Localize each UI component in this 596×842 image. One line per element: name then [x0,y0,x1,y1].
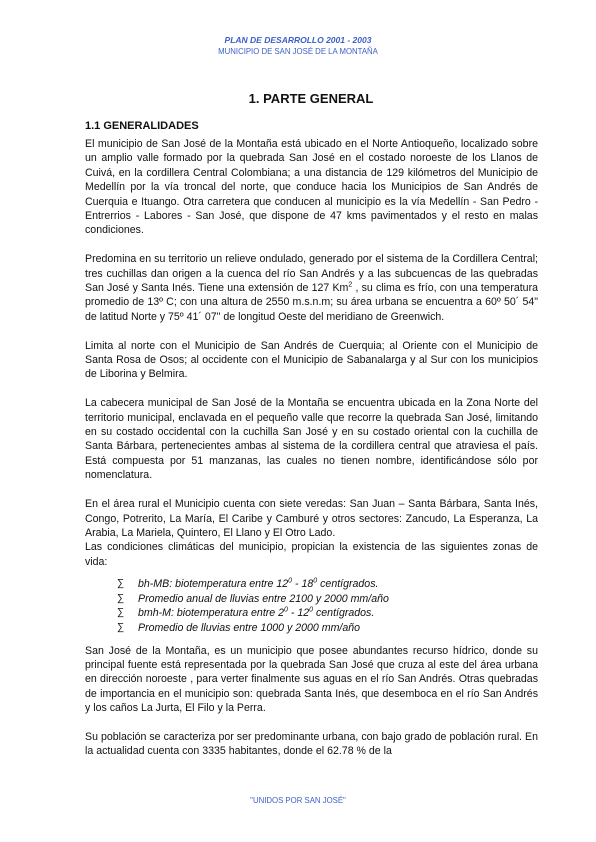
bullet-text: bh-MB: biotemperatura entre 12 [138,578,289,591]
bullet-text: - 18 [292,578,314,591]
list-item [117,577,538,592]
degree-sup: 0 [284,606,288,614]
paragraph-relief [85,252,538,324]
document-body [85,119,538,759]
sum-bullet-icon: ∑ [117,592,125,604]
bullet-text: centígrados. [313,607,375,620]
relief-text-b: , su clima es frío, con una temperatura promedio de 13º C; con una altura de 2550 m.s.n.m; su área urbana se encuentra a 60º 50´ 54" de latitud Norte y 75º 41´ 07" de longitud Oeste del meridiano de Greenwich. [85,282,538,323]
paragraph-location: El municipio de San José de la Montaña está ubicado en el Norte Antioqueño, localizado sobre un amplio valle formado por la quebrada San José en el costado noroeste de los Llanos de Cuivá, en la cordillera Central Colombiana; a una distancia de 129 kilómetros del Municipio de Medellín por la vía troncal del norte, que conduce hacia los Municipios de San Andrés de Cuerquia e Ituango. Otra carretera que conducen al municipio es la vía Medellín - San Pedro -Entrerrios - Labores - San José, que dispone de 47 kms pavimentados y el resto en malas condiciones. [85,138,538,237]
degree-sup: 0 [288,577,293,585]
plan-title: PLAN DE DESARROLLO 2001 - 2003 [224,35,372,45]
bullet-text: Promedio de lluvias entre 1000 y 2000 mm/año [138,621,361,634]
sum-bullet-icon: ∑ [117,621,125,633]
paragraph-population: Su población se caracteriza por ser predominante urbana, con bajo grado de población rural. En la actualidad cuenta con 3335 habitantes, donde el 62.78 % de la [85,730,538,758]
page-header [0,35,596,57]
municipality-name: MUNICIPIO DE SAN JOSÉ DE LA MONTAÑA [218,47,378,56]
bullet-text: Promedio anual de lluvias entre 2100 y 2000 mm/año [138,592,389,605]
life-zones-list [117,577,538,635]
degree-sup: 0 [309,606,314,614]
paragraph-climate: Las condiciones climáticas del municipio, propician la existencia de las siguientes zonas de vida: [85,541,538,568]
bullet-text: - 12 [287,607,310,620]
superscript-2: 2 [348,281,353,289]
list-item [117,621,538,636]
sum-bullet-icon: ∑ [117,607,125,619]
paragraph-water: San José de la Montaña, es un municipio que posee abundantes recurso hídrico, donde su principal fuente está representada por la quebrada San José que cruza al este del área urbana en dirección noroeste , para verter finalmente sus aguas en el río San Andrés. Otras quebradas de importancia en el municipio son: quebrada Santa Inés, que desemboca en el río San Andrés y los caños La Jurta, El Filo y la Perra. [85,644,538,715]
list-item [117,592,538,607]
relief-text-a: Predomina en su territorio un relieve ondulado, generado por el sistema de la Cordillera Central; tres cuchillas dan origen a la cuenca del río San Andrés y a las subcuencas de las quebradas San José y Santa Inés. Tiene una extensión de 127 Km [85,253,538,295]
paragraph-town-center: La cabecera municipal de San José de la Montaña se encuentra ubicada en la Zona Norte del territorio municipal, enclavada en el pequeño valle que recorre la quebrada San José, limitando en su costado occidental con la cuchilla San José y en su costado oriental con la cuchilla de Santa Bárbara, pertenecientes ambas al sistema de la cordillera central que atraviesa el país. Está compuesta por 51 manzanas, las cuales no tienen nombre, identificándose sólo por nomenclatura. [85,397,538,482]
paragraph-limits: Limita al norte con el Municipio de San Andrés de Cuerquia; al Oriente con el Municipio de Santa Rosa de Osos; al occidente con el Municipio de Sabanalarga y al Sur con los municipios de Liborina y Belmira. [85,339,538,381]
paragraph-rural-area: En el área rural el Municipio cuenta con siete veredas: San Juan – Santa Bárbara, Santa Inés, Congo, Potrerito, La María, El Caribe y Camburé y otros sectores: Zancudo, La Esperanza, La Arabia, La Mariela, Quintero, El Llano y El Otro Lado. [85,498,538,539]
page-title: 1. PARTE GENERAL [248,91,374,106]
bullet-text: bmh-M: biotemperatura entre 2 [138,607,285,620]
sum-bullet-icon: ∑ [117,578,125,590]
page-footer: "UNIDOS POR SAN JOSÉ" [250,796,346,805]
degree-sup: 0 [313,577,318,585]
section-heading: 1.1 GENERALIDADES [85,120,199,132]
bullet-text: centígrados. [317,578,379,591]
list-item [117,606,538,621]
